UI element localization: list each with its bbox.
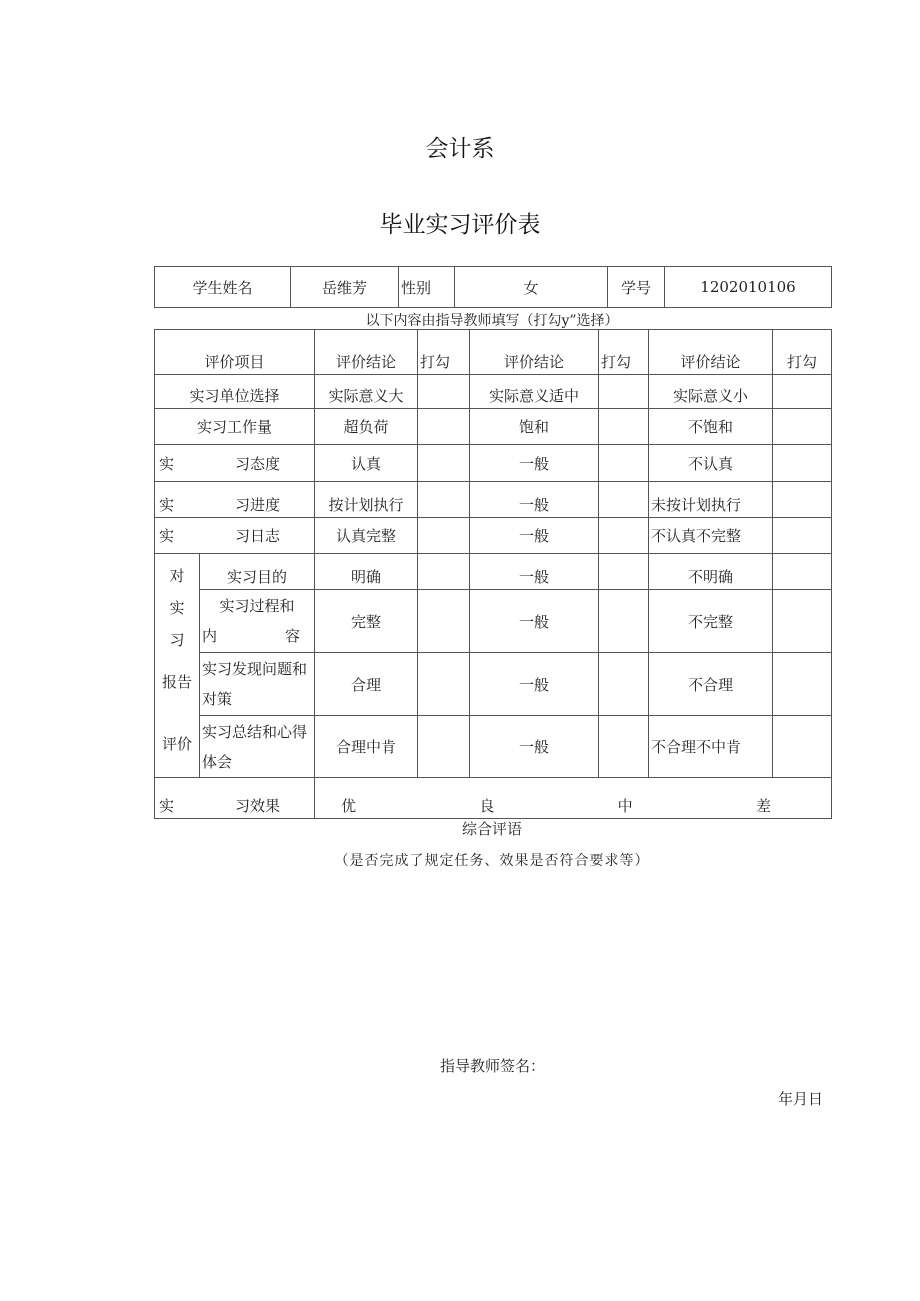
check-cell[interactable] (773, 445, 832, 482)
effect-option-excellent[interactable]: 优 (341, 797, 357, 815)
check-cell[interactable] (418, 445, 470, 482)
gender-label: 性别 (399, 267, 455, 308)
row-log-item-b: 习日志 (235, 527, 281, 545)
report-process-c2: 一般 (470, 590, 599, 653)
report-process-item-b1: 内 (202, 627, 218, 645)
row-log-c2: 一般 (470, 518, 599, 554)
check-cell[interactable] (599, 518, 649, 554)
report-side-char-1: 对 (169, 567, 185, 585)
check-cell[interactable] (418, 482, 470, 518)
header-conclusion-1: 评价结论 (315, 330, 418, 375)
report-process-c3: 不完整 (649, 590, 773, 653)
check-cell[interactable] (773, 518, 832, 554)
check-cell[interactable] (418, 716, 470, 778)
row-unit-item: 实习单位选择 (155, 375, 315, 409)
row-attitude-c3: 不认真 (649, 445, 773, 482)
header-check-1: 打勾 (418, 330, 470, 375)
check-cell[interactable] (418, 590, 470, 653)
report-process-item-b2: 容 (285, 627, 301, 645)
row-attitude-item-a: 实 (159, 454, 175, 473)
report-problems-c3: 不合理 (649, 653, 773, 716)
report-side-char-5: 评价 (161, 735, 192, 753)
effect-label (155, 778, 315, 819)
row-progress-item (155, 482, 315, 518)
report-summary-item-a: 实习总结和心得 (202, 722, 308, 741)
effect-option-good[interactable]: 良 (479, 797, 495, 815)
row-log-c3: 不认真不完整 (649, 518, 773, 554)
fill-instruction: 以下内容由指导教师填写（打勾y”选择） (365, 313, 619, 329)
check-cell[interactable] (773, 482, 832, 518)
report-purpose-item: 实习目的 (200, 554, 315, 590)
report-purpose-c3: 不明确 (649, 554, 773, 590)
summary-title: 综合评语 (461, 820, 522, 838)
report-purpose-c2: 一般 (470, 554, 599, 590)
row-progress-item-b: 习进度 (235, 496, 281, 514)
report-summary-item (200, 716, 315, 778)
student-gender: 女 (455, 267, 608, 308)
report-side-char-3: 习 (169, 631, 185, 649)
report-problems-c2: 一般 (470, 653, 599, 716)
row-workload-c3: 不饱和 (649, 409, 773, 445)
date-label: 年月日 (778, 1090, 824, 1108)
report-problems-item-a: 实习发现问题和 (202, 660, 308, 678)
row-attitude-c1: 认真 (315, 445, 418, 482)
department-title: 会计系 (425, 136, 495, 162)
check-cell[interactable] (418, 409, 470, 445)
report-side-label (155, 554, 200, 778)
row-progress-c1: 按计划执行 (315, 482, 418, 518)
header-check-3: 打勾 (773, 330, 832, 375)
effect-label-b: 习效果 (235, 797, 281, 815)
header-conclusion-3: 评价结论 (649, 330, 773, 375)
row-unit-c1: 实际意义大 (315, 375, 418, 409)
summary-hint: （是否完成了规定任务、效果是否符合要求等） (334, 853, 650, 869)
row-attitude-c2: 一般 (470, 445, 599, 482)
report-process-item-a: 实习过程和 (219, 597, 295, 615)
report-problems-c1: 合理 (315, 653, 418, 716)
check-cell[interactable] (773, 375, 832, 409)
form-title: 毕业实习评价表 (379, 212, 541, 238)
report-summary-item-b: 体会 (202, 752, 233, 771)
check-cell[interactable] (418, 518, 470, 554)
row-workload-item: 实习工作量 (155, 409, 315, 445)
report-summary-c2: 一般 (470, 716, 599, 778)
row-log-item (155, 518, 315, 554)
teacher-signature-label: 指导教师签名： (440, 1057, 546, 1075)
check-cell[interactable] (773, 409, 832, 445)
report-purpose-c1: 明确 (315, 554, 418, 590)
student-info-table (154, 266, 832, 308)
report-problems-item-b: 对策 (202, 690, 233, 708)
effect-label-a: 实 (159, 797, 175, 815)
check-cell[interactable] (773, 590, 832, 653)
row-progress-item-a: 实 (159, 496, 175, 514)
name-label: 学生姓名 (155, 267, 291, 308)
check-cell[interactable] (773, 653, 832, 716)
row-attitude-item-b: 习态度 (235, 454, 281, 473)
check-cell[interactable] (418, 375, 470, 409)
student-name: 岳维芳 (291, 267, 399, 308)
check-cell[interactable] (773, 716, 832, 778)
report-side-char-4: 报告 (161, 673, 192, 691)
evaluation-table (154, 329, 832, 819)
row-log-item-a: 实 (159, 527, 175, 545)
row-workload-c2: 饱和 (470, 409, 599, 445)
row-progress-c3: 未按计划执行 (649, 482, 773, 518)
header-check-2: 打勾 (599, 330, 649, 375)
student-id: 1202010106 (665, 267, 832, 308)
report-side-char-2: 实 (169, 599, 185, 617)
row-log-c1: 认真完整 (315, 518, 418, 554)
header-conclusion-2: 评价结论 (470, 330, 599, 375)
row-unit-c2: 实际意义适中 (470, 375, 599, 409)
check-cell[interactable] (599, 445, 649, 482)
effect-options (315, 778, 832, 819)
check-cell[interactable] (599, 554, 649, 590)
report-process-c1: 完整 (315, 590, 418, 653)
row-workload-c1: 超负荷 (315, 409, 418, 445)
check-cell[interactable] (599, 482, 649, 518)
check-cell[interactable] (599, 375, 649, 409)
check-cell[interactable] (418, 653, 470, 716)
report-summary-c1: 合理中肯 (315, 716, 418, 778)
row-attitude-item (155, 445, 315, 482)
check-cell[interactable] (773, 554, 832, 590)
check-cell[interactable] (599, 653, 649, 716)
row-progress-c2: 一般 (470, 482, 599, 518)
id-label: 学号 (608, 267, 665, 308)
check-cell[interactable] (599, 590, 649, 653)
report-summary-c3: 不合理不中肯 (649, 716, 773, 778)
check-cell[interactable] (599, 716, 649, 778)
check-cell[interactable] (599, 409, 649, 445)
effect-option-poor[interactable]: 差 (756, 797, 772, 815)
header-item: 评价项目 (155, 330, 315, 375)
report-problems-item (200, 653, 315, 716)
effect-option-medium[interactable]: 中 (617, 797, 633, 815)
check-cell[interactable] (418, 554, 470, 590)
row-unit-c3: 实际意义小 (649, 375, 773, 409)
report-process-item (200, 590, 315, 653)
